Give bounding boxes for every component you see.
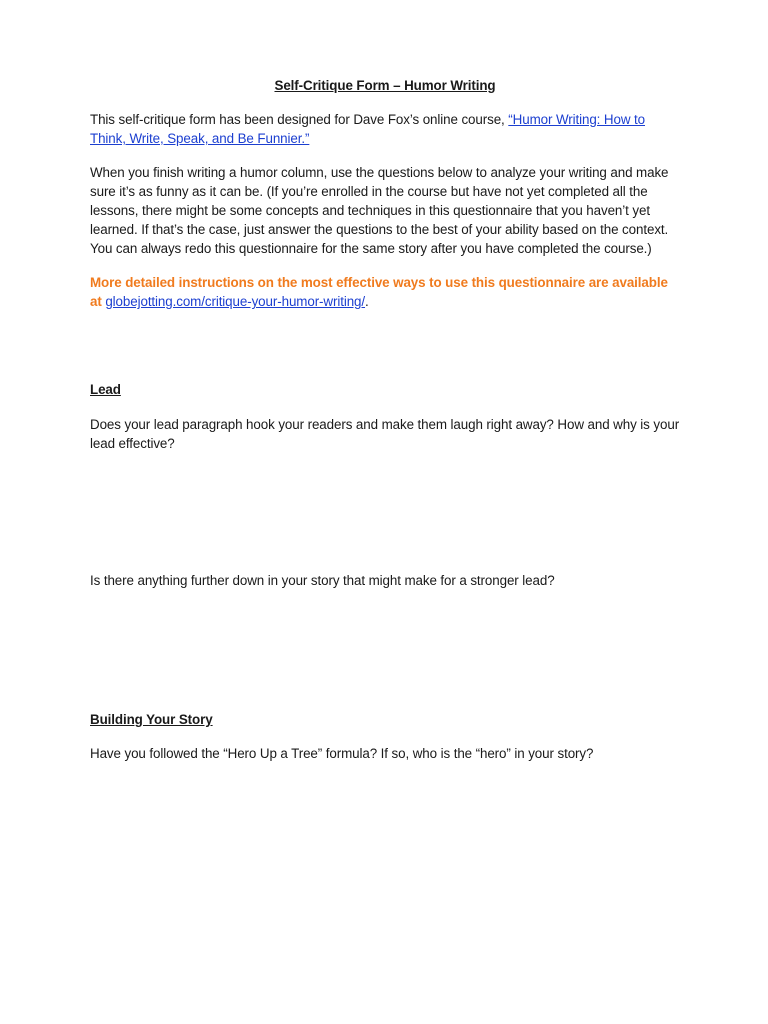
section-heading-lead: Lead	[90, 382, 121, 397]
building-question-1: Have you followed the “Hero Up a Tree” formula? If so, who is the “hero” in your story?	[90, 746, 594, 761]
more-instructions-paragraph	[90, 273, 680, 311]
more-instructions-text: More detailed instructions on the most effective ways to use this questionnaire are available at	[90, 275, 668, 309]
document-title: Self-Critique Form – Humor Writing	[274, 78, 496, 93]
lead-question-1: Does your lead paragraph hook your readers and make them laugh right away? How and why is your lead effective?	[90, 417, 680, 451]
intro-paragraph	[90, 110, 680, 148]
section-heading-building-your-story: Building Your Story	[90, 712, 213, 727]
intro-text: This self-critique form has been designed for Dave Fox’s online course,	[90, 112, 509, 127]
instructions-paragraph: When you finish writing a humor column, use the questions below to analyze your writing and make sure it’s as funny as it can be. (If you’re enrolled in the course but have not yet completed all the lessons, there might be some concepts and techniques in this questionnaire that you haven’t yet learned. If that’s the case, just answer the questions to the best of your ability based on the context. You can always redo this questionnaire for the same story after you have completed the course.)	[90, 165, 669, 256]
course-link[interactable]: “Humor Writing: How to Think, Write, Speak, and Be Funnier.”	[90, 112, 645, 146]
critique-website-link[interactable]: globejotting.com/critique-your-humor-writing/	[105, 294, 366, 309]
document-body	[90, 76, 680, 311]
more-instructions-period: .	[365, 294, 369, 309]
lead-question-2: Is there anything further down in your story that might make for a stronger lead?	[90, 573, 555, 588]
